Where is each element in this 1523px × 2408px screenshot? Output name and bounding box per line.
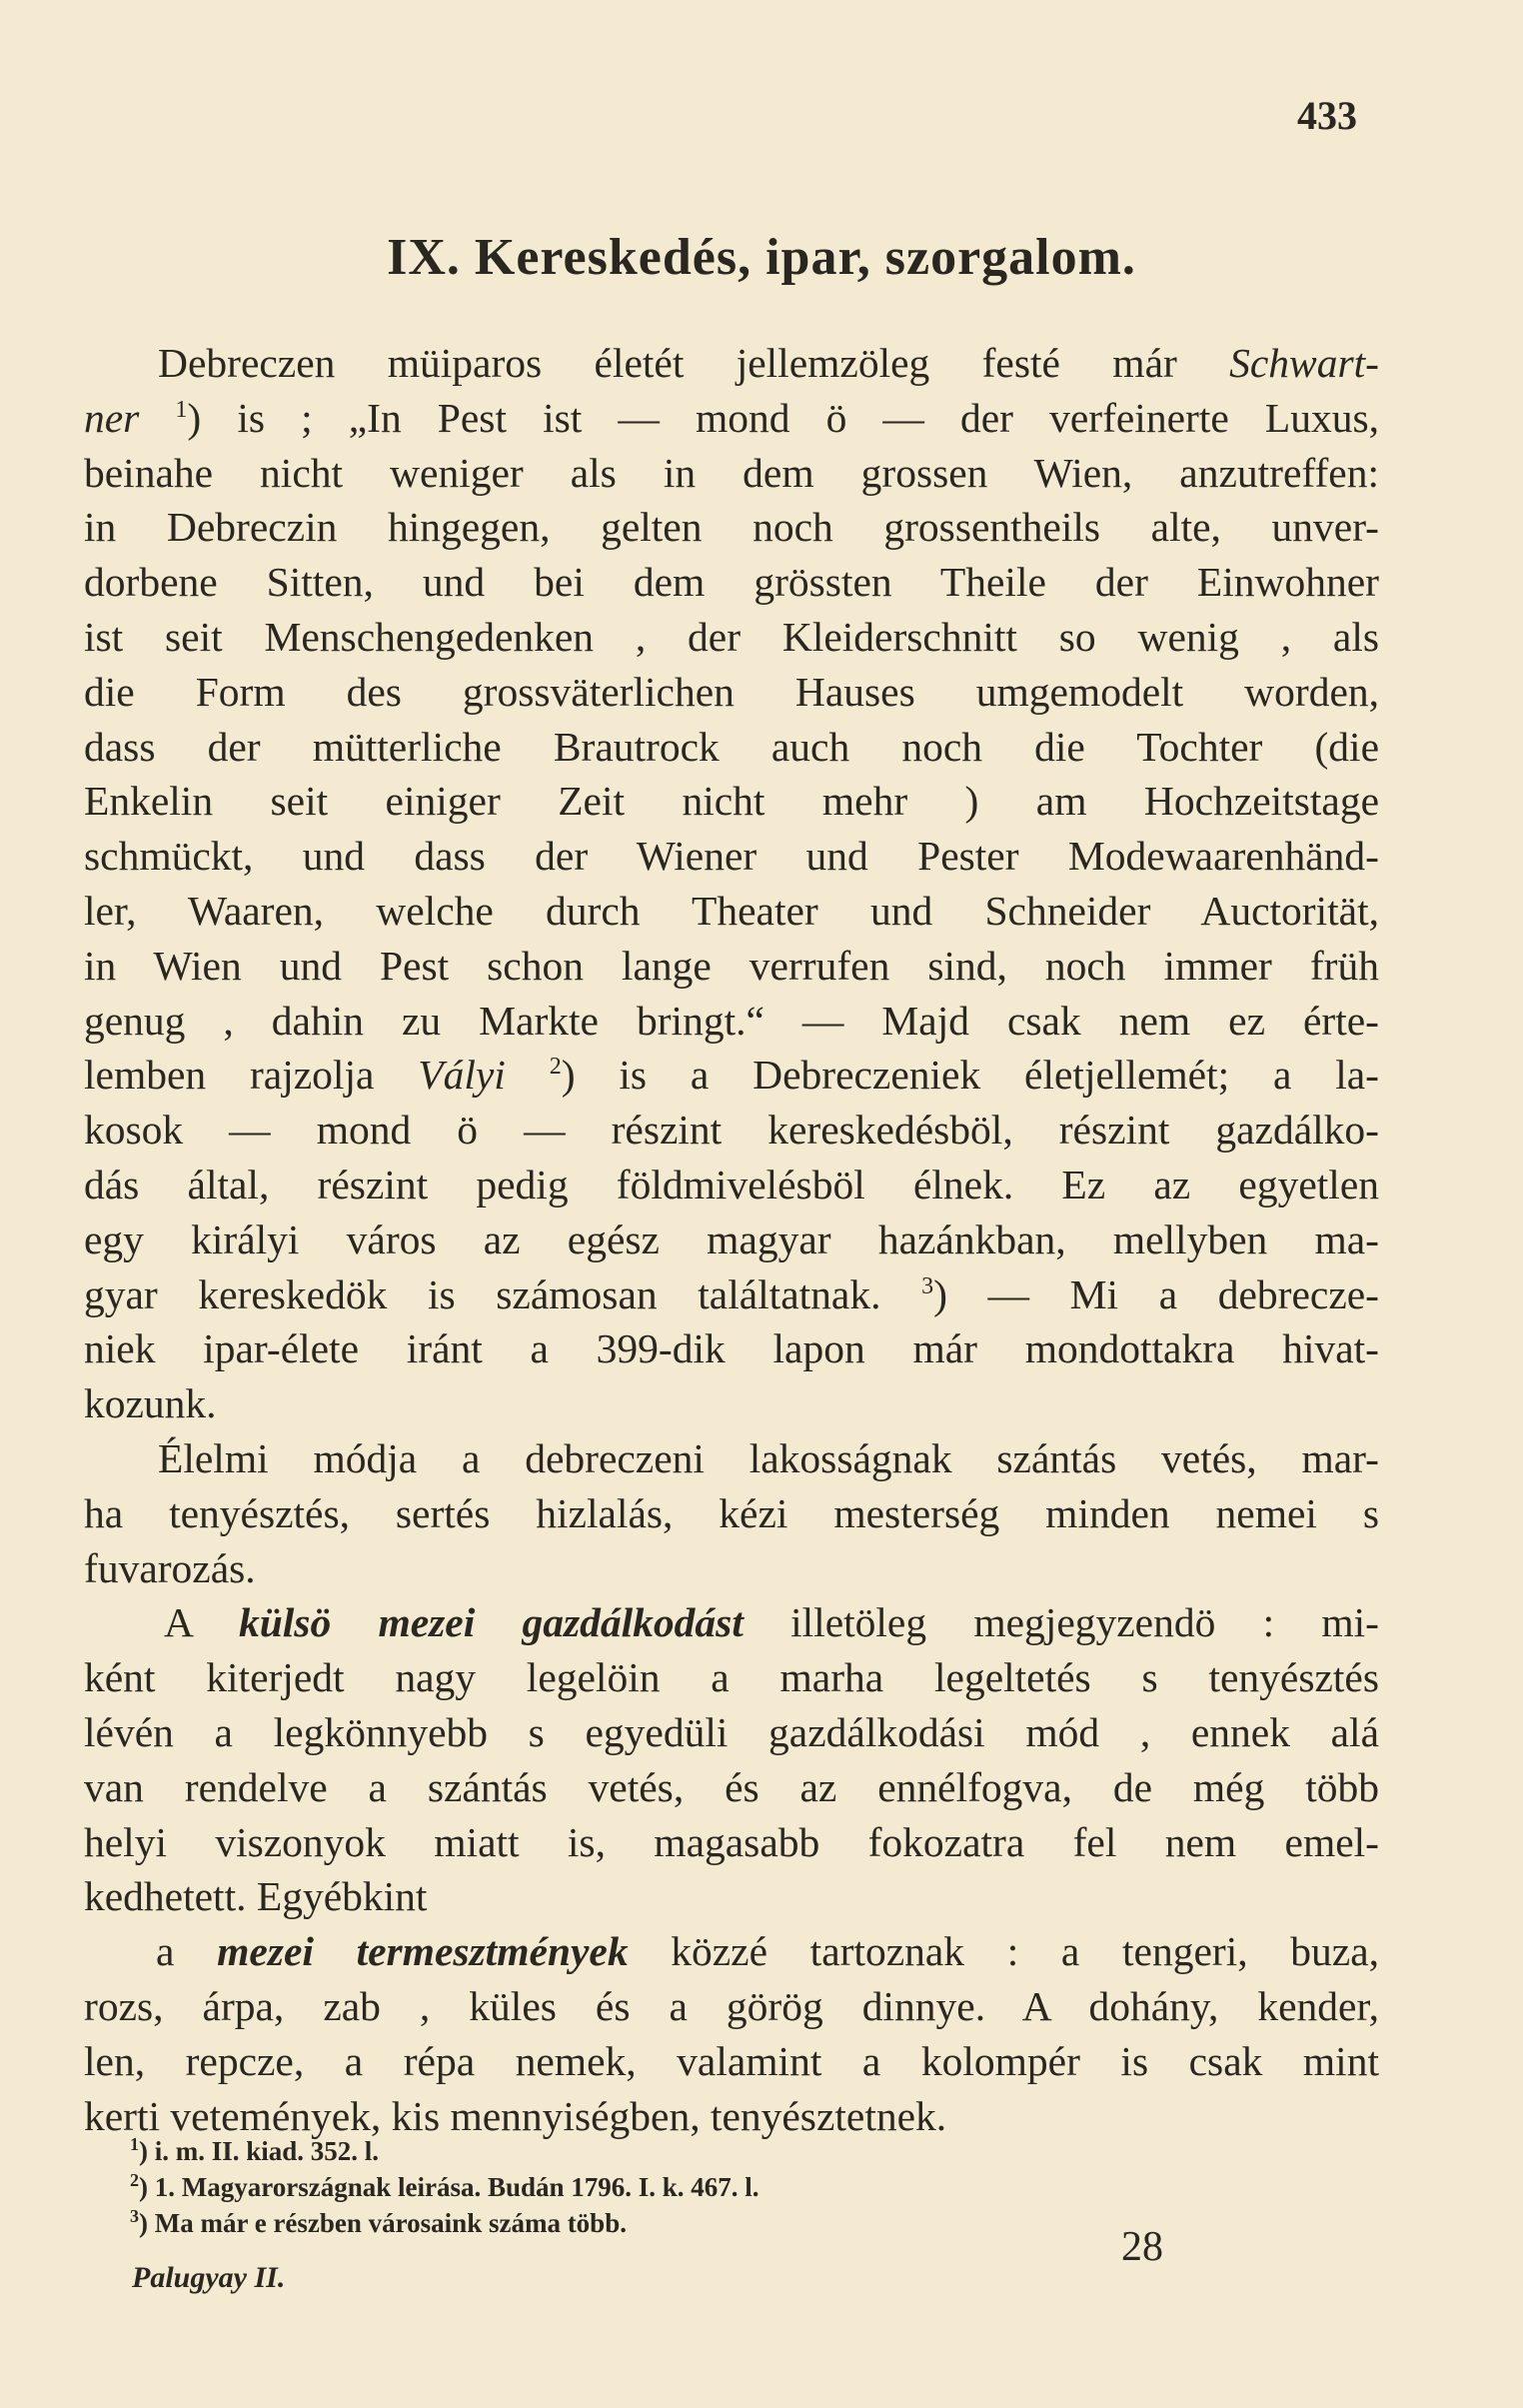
text-line: in Debreczin hingegen, gelten noch grossentheils alte, unver- [84, 504, 1379, 551]
printer-signature: Palugyay II. [132, 2261, 286, 2294]
text-line: kerti vetemények, kis mennyiségben, tenyésztetnek. [84, 2092, 947, 2139]
text-line: lemben rajzolja Vályi $^2$) is a Debreczeniek életjellemét; a la- [84, 1052, 1379, 1099]
footnote-mark: 2 [130, 2170, 139, 2190]
text-line: len, repcze, a répa nemek, valamint a kolompér is csak mint [84, 2037, 1379, 2084]
body-text [84, 336, 1379, 2143]
text-line: helyi viszonyok miatt is, magasabb fokozatra fel nem emel- [84, 1818, 1379, 1865]
text-line: van rendelve a szántás vetés, és az ennélfogva, de még több [84, 1763, 1379, 1810]
footnotes [130, 2133, 1129, 2241]
text-line: Debreczen müiparos életét jellemzöleg festé már Schwart- [158, 340, 1379, 386]
text-line: gyar kereskedök is számosan találtatnak. $^3$) — Mi a debrecze- [84, 1270, 1379, 1317]
footnote-text: ) 1. Magyarországnak leirása. Budán 1796. I. k. 467. l. [139, 2172, 760, 2202]
text-line: beinahe nicht weniger als in dem grossen Wien, anzutreffen: [84, 449, 1379, 496]
text-line: Enkelin seit einiger Zeit nicht mehr ) am Hochzeitstage [84, 778, 1379, 825]
footnote [130, 2169, 1129, 2205]
text-line: die Form des grossväterlichen Hauses umgemodelt worden, [84, 668, 1379, 715]
text-line: a mezei termesztmények közzé tartoznak : a tengeri, buza, [156, 1928, 1379, 1975]
chapter-title: IX. Kereskedés, ipar, szorgalom. [387, 229, 1136, 286]
footnote-mark: 3 [130, 2206, 139, 2226]
text-line: egy királyi város az egész magyar hazánkban, mellyben ma- [84, 1215, 1379, 1262]
footnote-text: ) Ma már e részben városaink száma több. [139, 2208, 627, 2238]
footnote [130, 2133, 1129, 2169]
text-line: schmückt, und dass der Wiener und Pester Modewaarenhänd- [84, 833, 1379, 880]
text-line: ler, Waaren, welche durch Theater und Schneider Auctorität, [84, 887, 1379, 934]
page-number: 433 [1297, 93, 1357, 138]
footnote-text: ) i. m. II. kiad. 352. l. [139, 2136, 380, 2166]
text-line: genug , dahin zu Markte bringt.“ — Majd csak nem ez érte- [84, 997, 1379, 1044]
text-line: ha tenyésztés, sertés hizlalás, kézi mesterség minden nemei s [84, 1489, 1379, 1536]
text-line: dorbene Sitten, und bei dem grössten Theile der Einwohner [84, 559, 1379, 606]
text-line: niek ipar-élete iránt a 399-dik lapon már mondottakra hivat- [84, 1325, 1379, 1372]
text-line: in Wien und Pest schon lange verrufen sind, noch immer früh [84, 942, 1379, 989]
text-line: ist seit Menschengedenken , der Kleiderschnitt so wenig , als [84, 613, 1379, 660]
text-line: fuvarozás. [84, 1544, 256, 1591]
text-line: ner $^1$) is ; „In Pest ist — mond ö — der verfeinerte Luxus, [84, 394, 1379, 441]
text-line: ként kiterjedt nagy legelöin a marha legeltetés s tenyésztés [84, 1654, 1379, 1701]
text-line: dás által, részint pedig földmivelésböl élnek. Ez az egyetlen [84, 1161, 1379, 1207]
footnote [130, 2205, 1129, 2241]
footnote-mark: 1 [130, 2134, 139, 2154]
text-line: Élelmi módja a debreczeni lakosságnak szántás vetés, mar- [158, 1434, 1379, 1481]
text-line: rozs, árpa, zab , küles és a görög dinnye. A dohány, kender, [84, 1982, 1379, 2029]
text-line: kedhetett. Egyébkint [84, 1873, 428, 1920]
text-line: kosok — mond ö — részint kereskedésböl, részint gazdálko- [84, 1107, 1379, 1154]
text-line: lévén a legkönnyebb s egyedüli gazdálkodási mód , ennek alá [84, 1708, 1379, 1755]
text-line: A külsö mezei gazdálkodást illetöleg megjegyzendö : mi- [164, 1599, 1379, 1646]
text-line: dass der mütterliche Brautrock auch noch die Tochter (die [84, 723, 1379, 770]
text-line: kozunk. [84, 1380, 217, 1427]
sheet-number: 28 [1121, 2224, 1163, 2270]
